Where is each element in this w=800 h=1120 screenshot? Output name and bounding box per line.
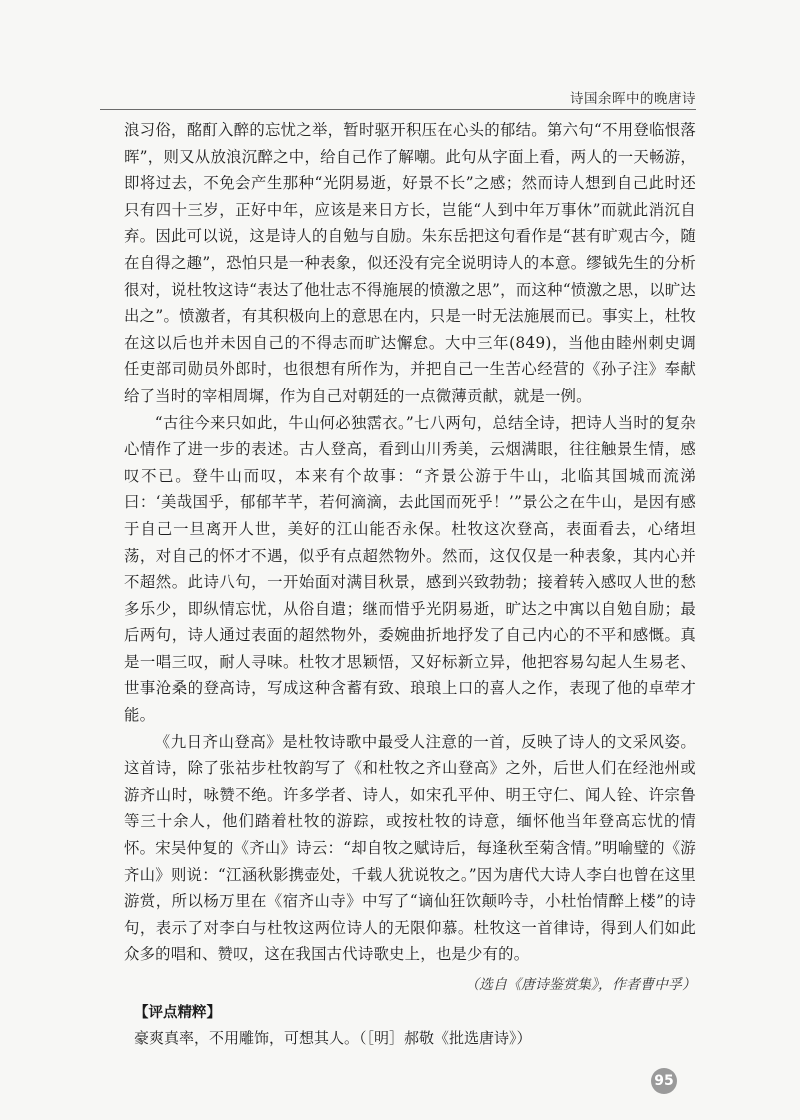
comment-text: 豪爽真率，不用雕饰，可想其人。（［明］郝敬《批选唐诗》） — [134, 1029, 532, 1047]
running-header-title: 诗国余晖中的晚唐诗 — [570, 91, 696, 107]
page-number-badge: 95 — [651, 1068, 677, 1094]
article-body — [124, 117, 696, 1051]
paragraph-1: 浪习俗，酩酊入醉的忘忧之举，暂时驱开积压在心头的郁结。第六句“不用登临恨落晖”，则又从放浪沉醉之中，给自己作了解嘲。此句从字面上看，两人的一天畅游，即将过去，不免会产生那种“光阴易逝，好景不长”之感；然而诗人想到自己此时还只有四十三岁，正好中年，应该是来日方长，岂能“人到中年万事休”而就此消沉自弃。因此可以说，这是诗人的自勉与自励。朱东岳把这句看作是“甚有旷观古今，随在自得之趣”，恐怕只是一种表象，似还没有完全说明诗人的本意。缪钺先生的分析很对，说杜牧这诗“表达了他壮志不得施展的愤激之思”，而这种“愤激之思，以旷达出之”。愤激者，有其积极向上的意思在内，只是一时无法施展而已。事实上，杜牧在这以后也并未因自己的不得志而旷达懈怠。大中三年(849)，当他由睦州刺史调任吏部司勋员外郎时，也很想有所作为，并把自己一生苦心经营的《孙子注》奉献给了当时的宰相周墀，作为自己对朝廷的一点微薄贡献，就是一例。 — [124, 121, 696, 405]
running-header — [100, 86, 696, 110]
paragraph-3: 《九日齐山登高》是杜牧诗歌中最受人注意的一首，反映了诗人的文采风姿。这首诗，除了张祜步杜牧韵写了《和杜牧之齐山登高》之外，后世人们在经池州或游齐山时，咏赞不绝。许多学者、诗人，如宋孔平仲、明王守仁、闻人铨、许宗鲁等三十余人，他们踏着杜牧的游踪，或按杜牧的诗意，缅怀他当年登高忘忧的情怀。宋吴仲复的《齐山》诗云：“却自牧之赋诗后，每逢秋至菊含情。”明喻璧的《游齐山》则说：“江涵秋影携壶处，千载人犹说牧之。”因为唐代大诗人李白也曾在这里游赏，所以杨万里在《宿齐山寺》中写了“谪仙狂饮颠吟寺，小杜怡情醉上楼”的诗句，表示了对李白与杜牧这两位诗人的无限仰慕。杜牧这一首律诗，得到人们如此众多的唱和、赞叹，这在我国古代诗歌史上，也是少有的。 — [124, 732, 696, 964]
comment-section — [124, 1001, 696, 1051]
paragraph-2: “古往今来只如此，牛山何必独霑衣。”七八两句，总结全诗，把诗人当时的复杂心情作了进一步的表述。古人登高，看到山川秀美，云烟满眼，往往触景生情，感叹不已。登牛山而叹，本来有个故事：“齐景公游于牛山，北临其国城而流涕曰：‘美哉国乎，郁郁芊芊，若何滴滴，去此国而死乎！’”景公之在牛山，是因有感于自己一旦离开人世，美好的江山能否永保。杜牧这次登高，表面看去，心绪坦荡，对自己的怀才不遇，似乎有点超然物外。然而，这仅仅是一种表象，其内心并不超然。此诗八句，一开始面对满目秋景，感到兴致勃勃；接着转入感叹人世的愁多乐少，即纵情忘忧，从俗自遣；继而惜乎光阴易逝，旷达之中寓以自勉自励；最后两句，诗人通过表面的超然物外，委婉曲折地抒发了自己内心的不平和感慨。真是一唱三叹，耐人寻味。杜牧才思颖悟，又好标新立异，他把容易勾起人生易老、世事沧桑的登高诗，写成这种含蓄有致、琅琅上口的喜人之作，表现了他的卓荦才能。 — [124, 413, 696, 725]
header-rule — [100, 109, 696, 111]
source-citation: （选自《唐诗鉴赏集》，作者曹中孚） — [465, 977, 696, 993]
comment-heading: 【评点精粹】 — [134, 1005, 221, 1021]
